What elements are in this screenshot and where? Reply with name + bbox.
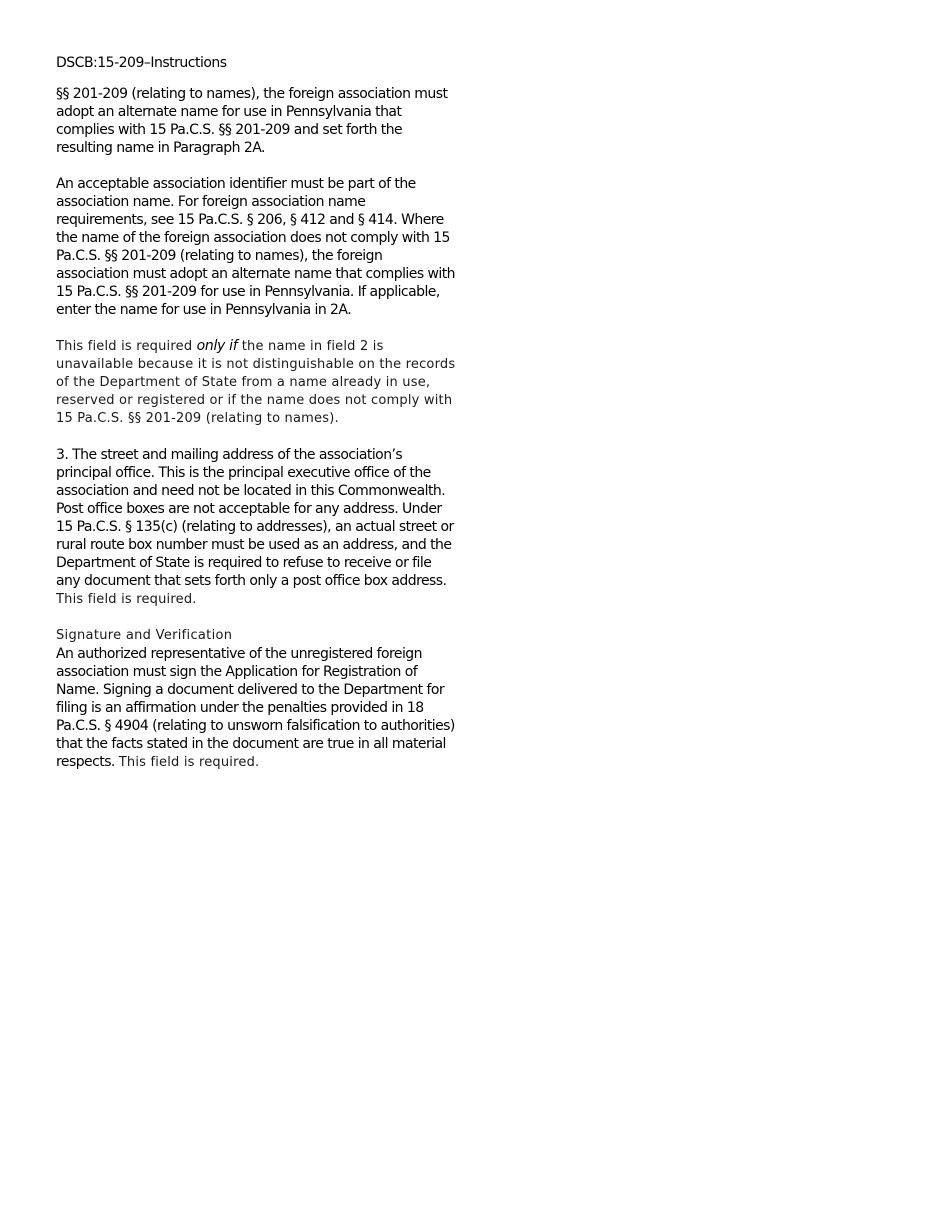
paragraph-principal-office <box>56 446 456 609</box>
signature-required-note: This field is required. <box>118 755 260 770</box>
signature-text: An authorized representative of the unregistered foreign association must sign the Application for Registration of Name. Signing a document delivered to the Department for filing is an affirmation under the penalties provided in 18 Pa.C.S. § 4904 (relating to unsworn falsification to authorities) that the facts stated in the document are true in all material respects. <box>56 646 455 770</box>
paragraph-signature <box>56 645 456 772</box>
requirement-emphasis: only if <box>196 338 238 354</box>
paragraph-association-identifier: An acceptable association identifier must be part of the association name. For foreign association name requirements, see 15 Pa.C.S. § 206, § 412 and § 414. Where the name of the foreign association does not comply with 15 Pa.C.S. §§ 201-209 (relating to names), the foreign association must adopt an alternate name that complies with 15 Pa.C.S. §§ 201-209 for use in Pennsylvania. If applicable, enter the name for use in Pennsylvania in 2A. <box>56 176 455 318</box>
signature-heading: Signature and Verification <box>56 628 233 643</box>
instructions-page <box>56 54 456 790</box>
paragraph-alternate-name: §§ 201-209 (relating to names), the foreign association must adopt an alternate name for use in Pennsylvania that complies with 15 Pa.C.S. §§ 201-209 and set forth the resulting name in Paragraph 2A. <box>56 86 448 156</box>
form-id-header: DSCB:15-209–Instructions <box>56 55 227 71</box>
requirement-text-post: the name in field 2 is unavailable because it is not distinguishable on the records of the Department of State from a name already in use, reserved or registered or if the name does not comply with 15 Pa.C.S. §§ 201-209 (relating to names). <box>56 339 456 426</box>
requirement-text-pre: This field is required <box>56 339 197 354</box>
paragraph-field-requirement <box>56 337 456 428</box>
principal-office-text: 3. The street and mailing address of the association’s principal office. This is the principal executive office of the association and need not be located in this Commonwealth. Post office boxes are not acceptable for any address. Under 15 Pa.C.S. § 135(c) (relating to addresses), an actual street or rural route box number must be used as an address, and the Department of State is required to refuse to receive or file any document that sets forth only a post office box address. <box>56 447 454 589</box>
field-required-note: This field is required. <box>56 592 197 607</box>
